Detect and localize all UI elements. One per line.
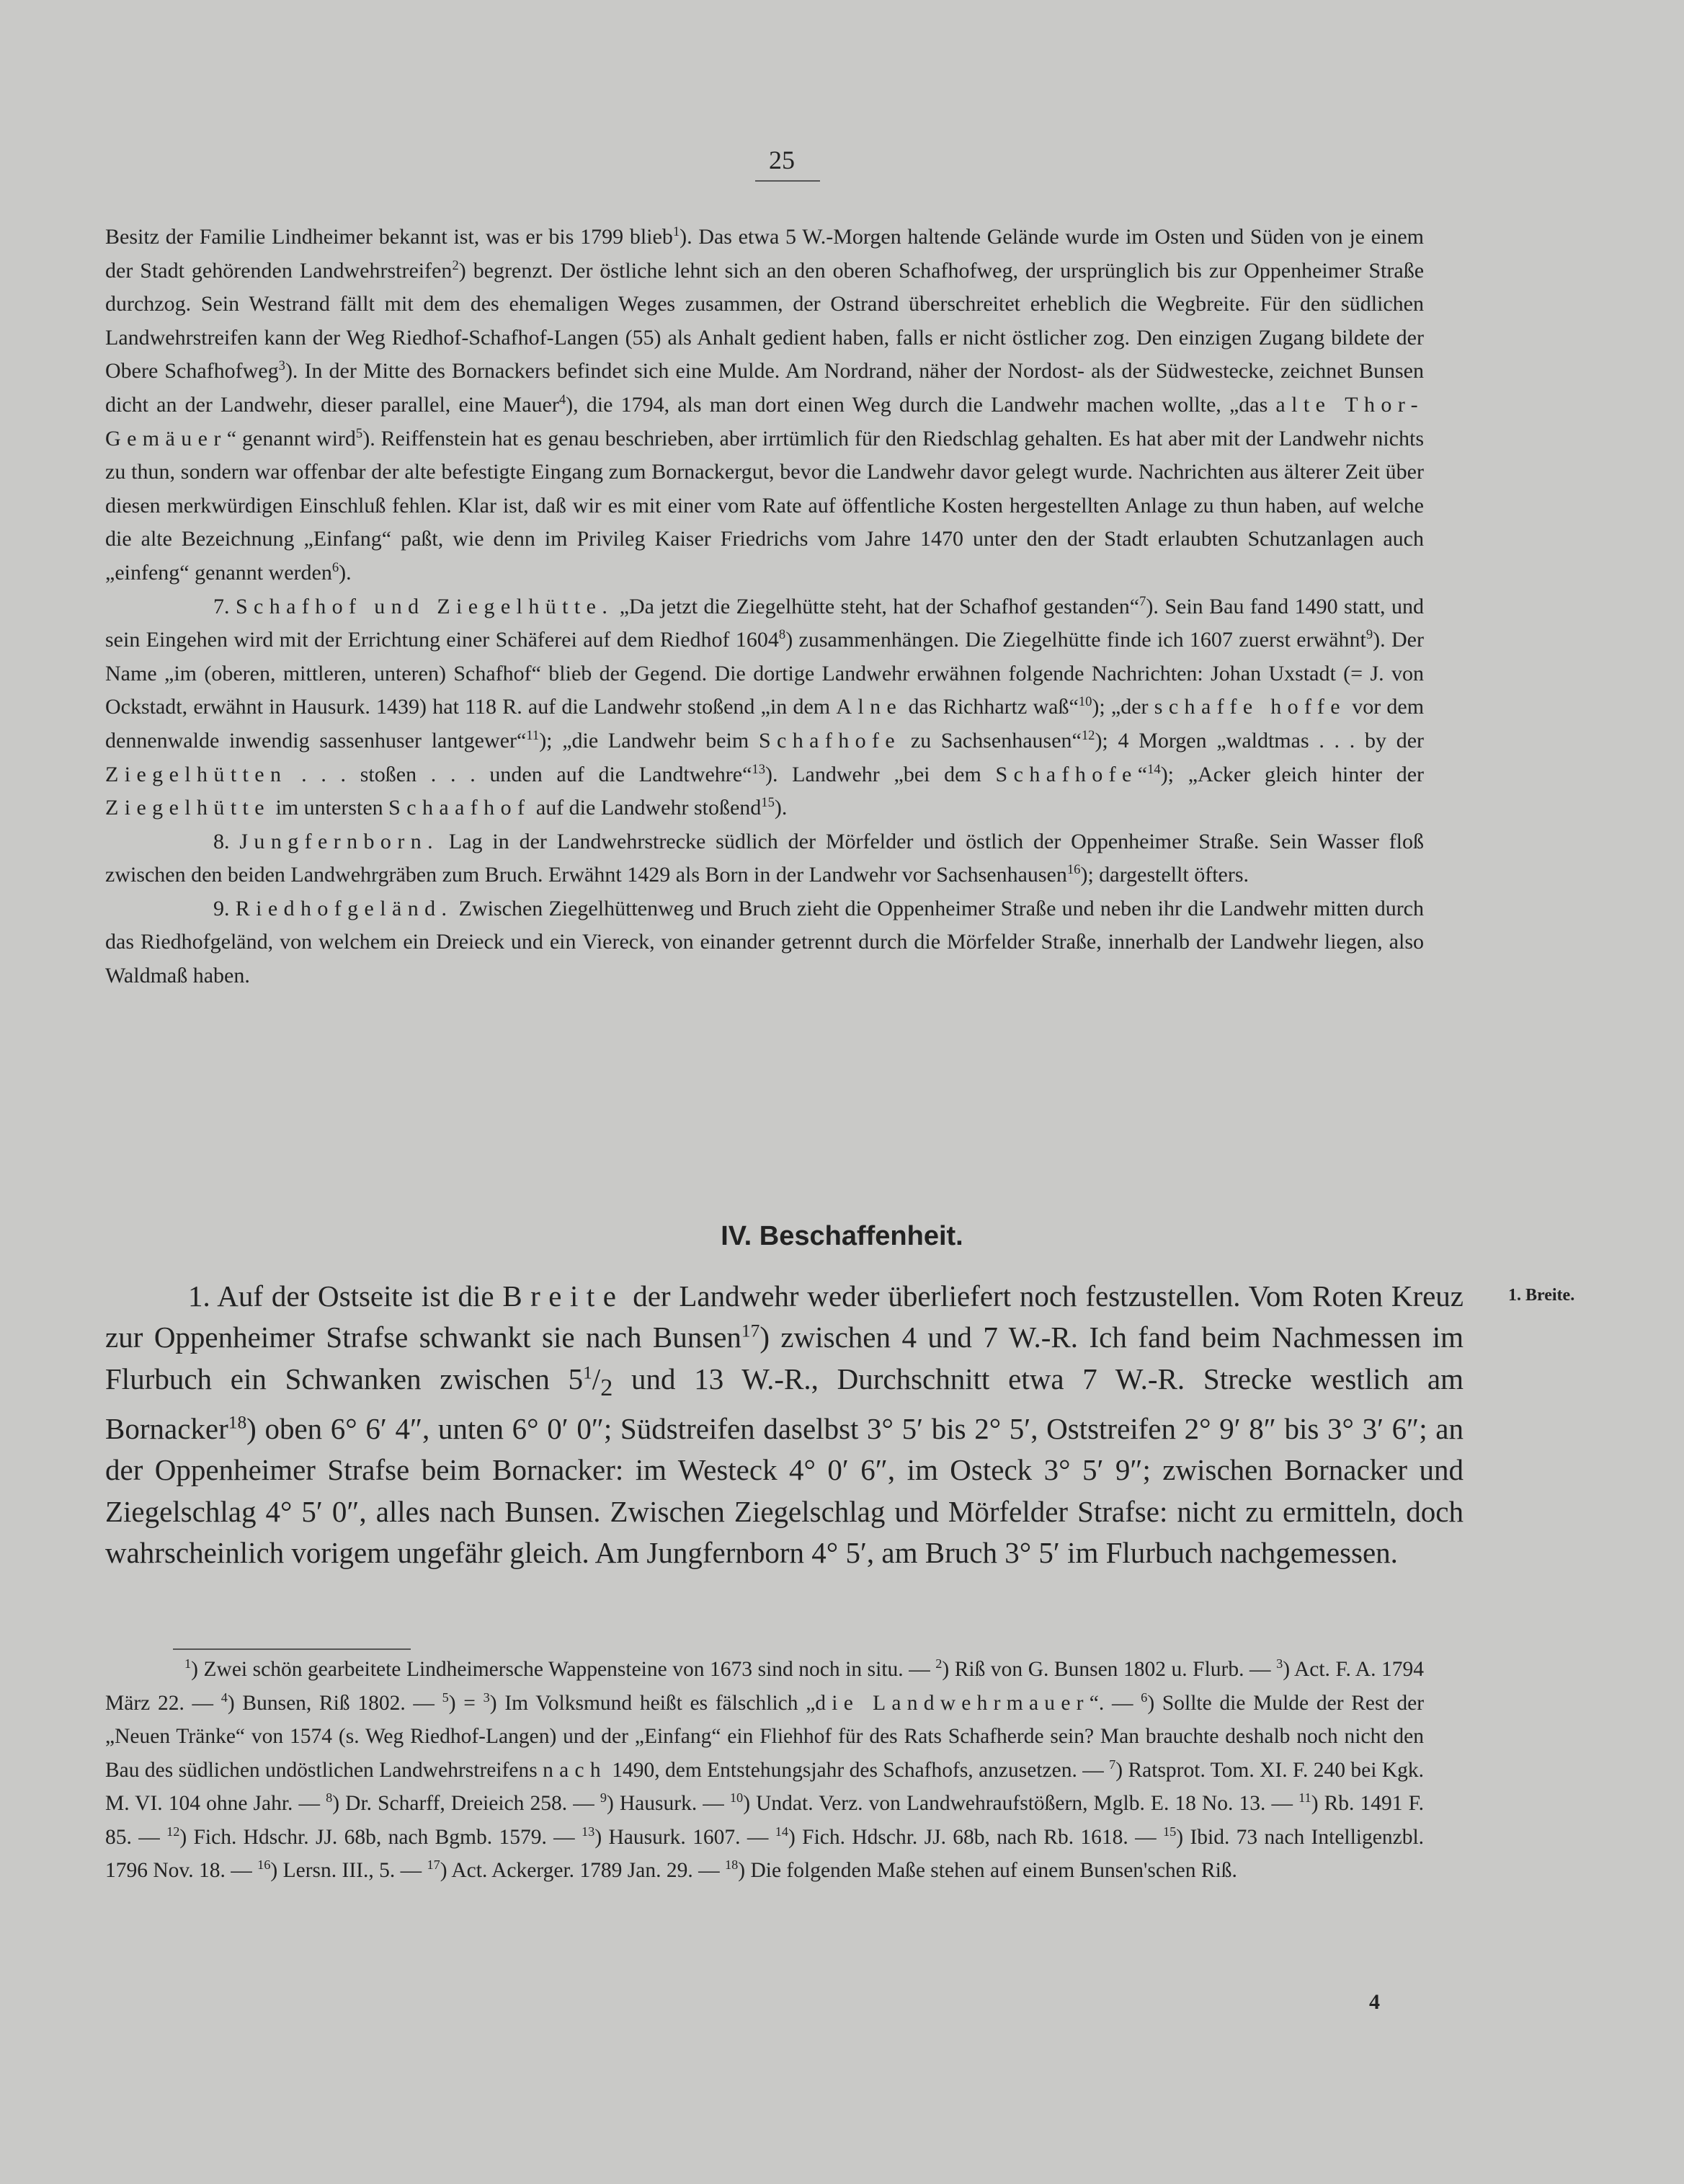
- footnote-text: ) Act. Ackerger. 1789 Jan. 29. —: [440, 1859, 720, 1882]
- footnote-text: ) Bunsen, Riß 1802. —: [227, 1691, 435, 1715]
- footnote-block: [105, 1653, 1424, 1888]
- text-run: “: [1137, 762, 1148, 786]
- fraction-denominator: 2: [600, 1374, 613, 1401]
- footnote-marker: 7: [1109, 1757, 1116, 1772]
- page-number: 25: [769, 146, 795, 174]
- spaced-text: die Landwehrmauer: [815, 1691, 1090, 1715]
- footnote-ref: 13: [752, 761, 765, 777]
- text-run: ); „Acker gleich hinter der: [1160, 762, 1425, 786]
- footnote-ref: 14: [1147, 761, 1161, 777]
- footnote-ref: 8: [778, 627, 786, 643]
- section-heading: IV. Beschaffenheit.: [721, 1221, 963, 1251]
- footnote-marker: 13: [582, 1824, 595, 1839]
- footnote-text: ) Hausurk. —: [606, 1792, 724, 1815]
- footnote-text: ) Act. F. A. 1794 März 22. —: [105, 1658, 1424, 1715]
- text-run: ), die 1794, als man dort einen Weg durch die Landwehr machen wollte, „das: [566, 392, 1268, 417]
- text-run: ) zwischen 4 und 7 W.-R. Ich fand beim Nachmessen im Flurbuch ein Schwanken zwischen 5: [105, 1320, 1464, 1395]
- footnote-text: ) Dr. Scharff, Dreieich 258. —: [332, 1792, 594, 1815]
- footnote-marker: 16: [257, 1857, 271, 1873]
- text-run: das Richhartz waß“: [908, 695, 1079, 719]
- footnote-ref: 5: [355, 425, 363, 441]
- footnote-text: ) Riß von G. Bunsen 1802 u. Flurb. —: [942, 1658, 1271, 1681]
- item-number: 7.: [213, 594, 230, 618]
- item-8-paragraph: [105, 825, 1424, 892]
- text-run: ).: [774, 796, 788, 820]
- spaced-text: Ziegelhütten: [105, 762, 288, 786]
- text-run: ). Sein Bau fand 1490 statt, und sein Eingehen wird mit der Errichtung einer Schäferei auf dem Riedhof 1604: [105, 594, 1425, 652]
- footnote-text: ) Undat. Verz. von Landwehraufstößern, Mglb. E. 18 No. 13. —: [743, 1792, 1293, 1815]
- text-run: ) begrenzt. Der östliche lehnt sich an den oberen Schafhofweg, der ursprünglich bis zur Oppenheimer Straße durchzog. Sein Westrand fällt mit dem des ehemaligen Weges zusammen, der Ostrand überschreitet erheblich die Wegbreite. Für den südlichen Landwehrstreifen kann der Weg Riedhof-Schafhof-Langen (55) als Anhalt gedient haben, falls er nicht östlicher zog. Den einzigen Zugang bildete der Obere Schafhofweg: [105, 258, 1425, 383]
- text-run: ). Der Name „im (oberen, mittleren, unteren) Schafhof“ blieb der Gegend. Die dortige Landwehr erwähnen folgende Nachrichten: Johan Uxstadt (= J. von Ockstadt, erwähnt in Hausurk. 1439) hat 118 R. auf die Landwehr stoßend „in dem: [105, 628, 1424, 719]
- spaced-text: Schaafhof: [388, 796, 531, 820]
- fraction-numerator: 1: [583, 1362, 592, 1382]
- text-run: zu Sachsenhausen“: [910, 728, 1082, 753]
- footnote-rule: [173, 1648, 411, 1650]
- text-run: Lag in der Landwehrstrecke südlich der Mörfelder und östlich der Oppenheimer Straße. Sein Wasser floß zwischen den beiden Landwehrgräben zum Bruch. Erwähnt 1429 als Born in der Landwehr vor Sachsenhausen: [105, 829, 1424, 887]
- text-run: ); 4 Morgen „waldtmas . . . by der: [1095, 728, 1425, 753]
- text-run: „Da jetzt die Ziegelhütte steht, hat der Schafhof gestanden“: [619, 594, 1140, 618]
- footnote-ref: 17: [741, 1320, 760, 1341]
- text-run: ); dargestellt öfters.: [1080, 863, 1249, 887]
- margin-note: 1. Breite.: [1508, 1286, 1575, 1305]
- text-run: Besitz der Familie Lindheimer bekannt ist, was er bis 1799 blieb: [105, 225, 673, 249]
- spaced-text: alte Thor-Gemäuer: [105, 392, 1425, 450]
- footnote-text: ) Zwei schön gearbeitete Lindheimersche Wappensteine von 1673 sind noch in situ. —: [191, 1658, 930, 1681]
- footnote-marker: 4: [220, 1690, 228, 1705]
- footnote-ref: 11: [526, 727, 540, 743]
- text-run: der Landwehr weder überliefert noch festzustellen. Vom Roten Kreuz zur Oppenheimer Strafse schwankt sie nach Bunsen: [105, 1279, 1464, 1354]
- footnote-ref: 15: [761, 795, 775, 811]
- footnote-marker: 11: [1298, 1790, 1311, 1806]
- text-run: im untersten: [275, 796, 383, 820]
- footnote-ref: 6: [331, 559, 339, 575]
- spaced-text: Alne: [836, 695, 903, 719]
- text-run: ). In der Mitte des Bornackers befindet sich eine Mulde. Am Nordrand, näher der Nordost- als der Südwestecke, zeichnet Bunsen dicht an der Landwehr, dieser parallel, eine Mauer: [105, 359, 1425, 417]
- text-run: ). Das etwa 5 W.-Morgen haltende Gelände wurde im Osten und Süden von je einem der Stadt gehörenden Landwehrstreifen: [105, 225, 1424, 283]
- footnote-text: 1490, dem Entstehungsjahr des Schafhofs, anzusetzen. —: [612, 1758, 1104, 1782]
- text-run: ); „der: [1092, 695, 1149, 719]
- text-run: Zwischen Ziegelhüttenweg und Bruch zieht die Oppenheimer Straße und neben ihr die Landwehr mitten durch das Riedhofgeländ, von welchem ein Dreieck und ein Viereck, von einander getrennt durch die Mörfelder Straße, innerhalb der Landwehr liegen, also Waldmaß haben.: [105, 896, 1424, 988]
- item-title: Schafhof und Ziegelhütte.: [235, 594, 614, 618]
- footnote-marker: 5: [442, 1690, 449, 1705]
- footnote-ref: 18: [228, 1412, 247, 1433]
- text-run: 1. Auf der Ostseite ist die: [188, 1279, 494, 1313]
- text-run: ). Reiffenstein hat es genau beschrieben, aber irrtümlich für den Riedschlag gehalten. Es hat aber mit der Landwehr nichts zu thun, sondern war offenbar der alte befestigte Eingang zum Bornackergut, bevor die Landwehr davor gelegt wurde. Nachrichten aus älterer Zeit über diesen merkwürdigen Einschluß fehlen. Klar ist, daß wir es mit einer vom Rate auf öffentliche Kosten hergestellten Anlage zu thun haben, auf welche die alte Bezeichnung „Einfang“ paßt, wie denn im Privileg Kaiser Friedrichs vom Jahre 1470 unter den der Stadt erlaubten Schutzanlagen auch „einfeng“ genannt werden: [105, 426, 1424, 585]
- spaced-text: Schafhofe: [995, 762, 1138, 786]
- footnote-ref: 9: [1366, 627, 1373, 643]
- footnote-ref: 12: [1081, 727, 1095, 743]
- footnote-ref: 3: [278, 358, 285, 374]
- signature-mark: 4: [1369, 1990, 1380, 2014]
- footnote-marker: 10: [729, 1790, 744, 1806]
- footnote-text: “. —: [1089, 1691, 1133, 1715]
- footnote-marker: 14: [775, 1824, 788, 1839]
- footnote-text: ) Ratsprot. Tom. XI. F. 240 bei Kgk. M. VI. 104 ohne Jahr. —: [105, 1758, 1425, 1815]
- spaced-text: Schafhofe: [758, 728, 901, 753]
- text-run: ) oben 6° 6′ 4″, unten 6° 0′ 0″; Südstreifen daselbst 3° 5′ bis 2° 5′, Oststreifen 2° 9′ 8″ bis 3° 3′ 6″; an der Oppenheimer Strafse beim Bornacker: im Westeck 4° 0′ 6″, im Osteck 3° 5′ 9″; zwischen Bornacker und Ziegelschlag 4° 5′ 0″, alles nach Bunsen. Zwischen Ziegelschlag und Mörfelder Strafse: nicht zu ermitteln, doch wahrscheinlich vorigem ungefähr gleich. Am Jungfernborn 4° 5′, am Bruch 3° 5′ im Flurbuch nachgemessen.: [105, 1412, 1464, 1569]
- footnote-ref: 16: [1066, 862, 1081, 878]
- footnote-marker: 12: [166, 1824, 180, 1839]
- spaced-text: nach: [543, 1758, 607, 1782]
- footnote-marker: 1: [184, 1656, 192, 1672]
- breite-paragraph: 1. Auf der Ostseite ist die Breite der Landwehr weder überliefert noch festzustellen. Vom Roten Kreuz zur Oppenheimer Strafse schwankt sie nach Bunsen$^{17}$) zwischen 4 und 7 W.-R. Ich fand beim Nachmessen im Flurbuch ein Schwanken zwischen $5^1/_2$ und 13 W.-R., Durchschnitt etwa 7 W.-R. Strecke westlich am Bornacker$^{18}$) oben 6° 6′ 4″, unten 6° 0′ 0″; Südstreifen daselbst 3° 5′ bis 2° 5′, Oststreifen 2° 9′ 8″ bis 3° 3′ 6″; an der Oppenheimer Strafse beim Bornacker: im Westeck 4° 0′ 6″, im Osteck 3° 5′ 9″; zwischen Bornacker und Ziegelschlag 4° 5′ 0″, alles nach Bunsen. Zwischen Ziegelschlag und Mörfelder Strafse: nicht zu ermitteln, doch wahrscheinlich vorigem ungefähr gleich. Am Jungfernborn 4° 5′, am Bruch 3° 5′ im Flurbuch nachgemessen.: [105, 1279, 1464, 1569]
- footnote-marker: 3: [483, 1690, 490, 1705]
- footnote-ref: 1: [672, 224, 680, 239]
- footnote-marker: 8: [326, 1790, 333, 1806]
- intro-paragraph: [105, 221, 1424, 590]
- footnote-text: ) Fich. Hdschr. JJ. 68b, nach Bgmb. 1579. —: [179, 1825, 575, 1849]
- item-7-paragraph: [105, 590, 1424, 825]
- footnote-text: ) Fich. Hdschr. JJ. 68b, nach Rb. 1618. —: [788, 1825, 1157, 1849]
- spaced-text: Ziegelhütte: [105, 796, 271, 820]
- footnote-marker: 15: [1163, 1824, 1177, 1839]
- text-run: ) zusammenhängen. Die Ziegelhütte finde ich 1607 zuerst erwähnt: [785, 628, 1366, 652]
- footnote-text: ) Im Volksmund heißt es fälschlich „: [489, 1691, 816, 1715]
- item-9-paragraph: [105, 892, 1424, 993]
- page-number-rule: [755, 180, 820, 182]
- spaced-text: schaffe hoffe: [1154, 695, 1346, 719]
- footnote-marker: 9: [600, 1790, 607, 1806]
- text-run: ). Landwehr „bei dem: [765, 762, 981, 786]
- text-run: ); „die Landwehr beim: [539, 728, 749, 753]
- footnote-marker: 3: [1276, 1656, 1283, 1672]
- breite-paragraph-block: [105, 1276, 1464, 1573]
- item-number: 9.: [213, 896, 230, 920]
- text-run: . . . stoßen . . . unden auf die Landtwehre“: [301, 762, 752, 786]
- footnote-text: ) Rb. 1491 F. 85. —: [105, 1792, 1425, 1849]
- footnote-text: ) =: [448, 1691, 484, 1715]
- footnote-text: ) Die folgenden Maße stehen auf einem Bunsen'schen Riß.: [738, 1859, 1237, 1882]
- footnote-marker: 17: [427, 1857, 440, 1873]
- footnote-ref: 10: [1078, 694, 1092, 710]
- text-run: vor dem dennenwalde inwendig sassenhuser lantgewer“: [105, 695, 1425, 753]
- footnote-marker: 18: [724, 1857, 739, 1873]
- body-text: [105, 221, 1424, 993]
- item-title: Riedhofgeländ.: [235, 896, 453, 920]
- footnote-marker: 6: [1141, 1690, 1148, 1705]
- footnote-text: ) Sollte die Mulde der Rest der „Neuen Tränke“ von 1574 (s. Weg Riedhof-Langen) und der „Einfang“ ein Fliehhof für des Rats Schafherde sein? Man brauchte deshalb noch nicht den Bau des südlichen undöstlichen Landwehrstreifens: [105, 1691, 1425, 1782]
- spaced-text: Breite: [502, 1279, 625, 1313]
- text-run: “ genannt wird: [226, 426, 356, 450]
- footnote-text: ) Hausurk. 1607. —: [594, 1825, 769, 1849]
- footnote-text: ) Ibid. 73 nach Intelligenzbl. 1796 Nov. 18. —: [105, 1825, 1425, 1882]
- footnote-ref: 7: [1139, 593, 1146, 609]
- text-run: auf die Landwehr stoßend: [535, 796, 762, 820]
- footnote-marker: 2: [935, 1656, 943, 1672]
- item-number: 8.: [213, 829, 230, 853]
- footnote-text: ) Lersn. III., 5. —: [270, 1859, 422, 1882]
- footnote-ref: 4: [558, 391, 566, 407]
- footnotes: [105, 1653, 1424, 1888]
- item-title: Jungfernborn.: [239, 829, 440, 853]
- text-run: und 13 W.-R., Durchschnitt etwa 7 W.-R. Strecke westlich am Bornacker: [105, 1362, 1464, 1446]
- footnote-ref: 2: [452, 257, 459, 273]
- text-run: ).: [339, 560, 352, 585]
